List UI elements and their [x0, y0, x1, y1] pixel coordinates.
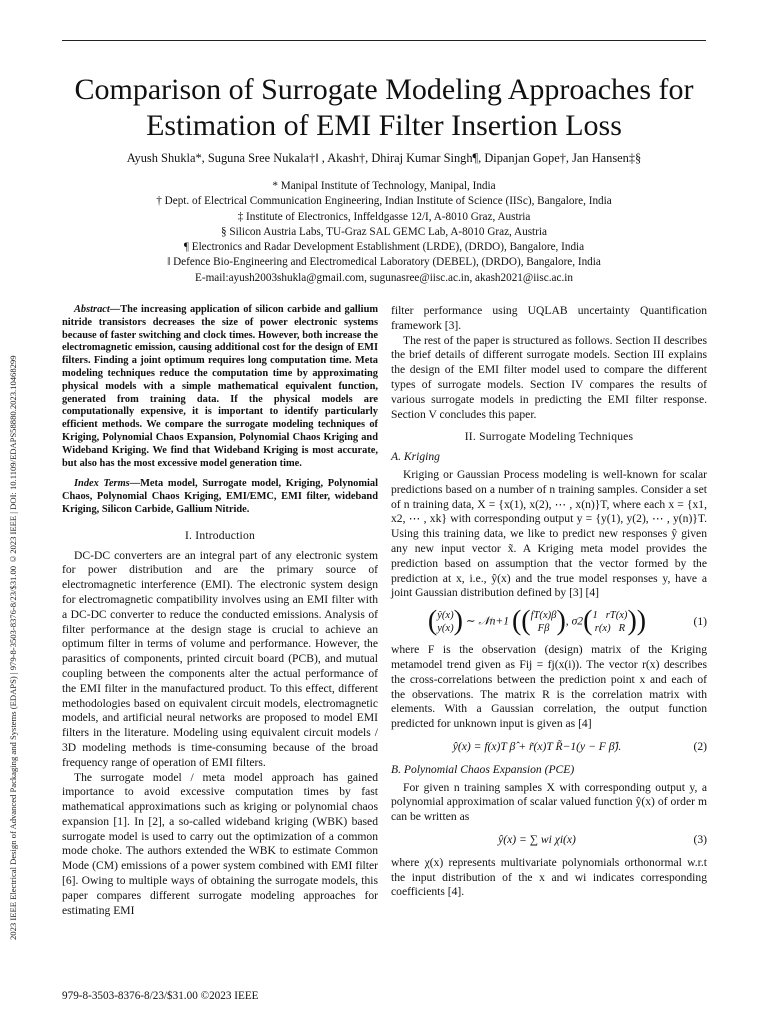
- abstract: [62, 304, 378, 470]
- eq1-distribution: ∼ 𝒩n+1: [465, 614, 510, 628]
- subsection-heading-pce: B. Polynomial Chaos Expansion (PCE): [391, 762, 575, 776]
- equation-3-body: ŷ(x) = ∑ wi χi(x): [498, 832, 576, 846]
- pce-paragraph-1: For given n training samples X with corresponding output y, a polynomial approximation of scalar valued function ŷ(x) of order m can be written as: [391, 780, 707, 824]
- eq1-cov-top-left: 1: [592, 610, 598, 622]
- equation-3-number: (3): [693, 832, 707, 846]
- pce-paragraph-2: where χ(x) represents multivariate polynomials orthonormal w.r.t the input distribution of the x and wi indicates corresponding coefficients [4].: [391, 855, 707, 899]
- copyright-footer: 979-8-3503-8376-8/23/$31.00 ©2023 IEEE: [62, 990, 259, 1002]
- eq1-cov-bottom-left: r(x): [594, 623, 611, 635]
- subsection-heading-kriging: A. Kriging: [391, 450, 440, 464]
- equation-2-number: (2): [693, 739, 707, 753]
- kriging-paragraph-1: Kriging or Gaussian Process modeling is well-known for scalar predictions based on a number of n training samples. Consider a set of n training data, X = {x(1), x(2), ⋯ , x(n)}T, where each x = {x1, x2, ⋯ , xk} with corresponding output y = {y(1), y(2), ⋯ , y(n)}T. Using this training data, we like to predict new responses ŷ given any new input vector x̃. A Kriging meta model provides the prediction based on assumption that the vector formed by the prediction at x, i.e., ŷ(x) and the true model responses y, have a joint Gaussian distribution defined by [3] [4]: [391, 467, 707, 600]
- structure-paragraph: The rest of the paper is structured as follows. Section II describes the brief details of different surrogate models. Section III explains the design of the EMI filter model used to compare the different types of surrogate models. Section IV compares the results of various surrogate models in predicting the EMI filter response. Section V concludes this paper.: [391, 333, 707, 421]
- affiliation-2: † Dept. of Electrical Communication Engineering, Indian Institute of Science (IISc), Bangalore, India: [156, 195, 612, 208]
- equation-1-number: (1): [693, 614, 707, 628]
- left-column: [62, 304, 378, 918]
- equation-1: [391, 605, 707, 637]
- affiliation-5: ¶ Electronics and Radar Development Establishment (LRDE), (DRDO), Bangalore, India: [183, 241, 585, 254]
- eq1-sigma: , σ2: [565, 614, 584, 628]
- affiliation-6: ‖ Defence Bio-Engineering and Electromedical Laboratory (DEBEL), (DRDO), Bangalore, India: [167, 256, 601, 269]
- author-list: Ayush Shukla*, Suguna Sree Nukala†‖ , Akash†, Dhiraj Kumar Singh¶, Dipanjan Gope†, Jan Hansen‡§: [126, 151, 642, 165]
- index-terms: [62, 478, 378, 516]
- equation-3: [391, 833, 707, 848]
- eq1-lhs-bottom: y(x): [437, 623, 454, 635]
- affiliations: [40, 179, 728, 286]
- right-paragraph-continued: filter performance using UQLAB uncertainty Quantification framework [3].: [391, 304, 707, 332]
- kriging-paragraph-2: where F is the observation (design) matrix of the Kriging metamodel trend given as Fij = fj(x(i)). The vector r(x) describes the cross-correlations between the prediction point x and each of the observations. The matrix R is the correlation matrix with elements. With a Gaussian correlation, the output function predicted for unknown input is given as [4]: [391, 643, 707, 731]
- abstract-label: Abstract: [74, 304, 110, 315]
- title-line-1: Comparison of Surrogate Modeling Approaches for: [74, 73, 694, 106]
- equation-2-body: ŷ(x) = f(x)T β̂ + r̃(x)T R̃−1(y − F β̂).: [452, 739, 622, 753]
- affiliation-3: ‡ Institute of Electronics, Inffeldgasse 12/I, A-8010 Graz, Austria: [237, 210, 531, 223]
- right-column: [391, 304, 707, 900]
- intro-paragraph-1: DC-DC converters are an integral part of any electronic system for power distribution and are the primary source of electromagnetic interference (EMI). The electronic system design for electromagnetic compatibility involves using an EMI filter with a DC-DC converter to reduce the conducted emissions. Analysis of filter performance at the design stage is crucial to achieve an optimum filter in terms of volume and performance. However, the parasitics of components, printed circuit board (PCB), and mutual coupling between the components alter the actual performance of the EMI filter in the manufactured product. To this effect, different methodologies based on equivalent circuit models, electromagnetic models, and artificial neural networks are proposed to model EMI filters in the literature. Modeling using equivalent circuit models / 3D modeling methods is time-consuming because of the broad frequency range of operation of EMI filters.: [62, 548, 378, 769]
- affiliation-1: * Manipal Institute of Technology, Manipal, India: [272, 180, 496, 192]
- email-line: E-mail:ayush2003shukla@gmail.com, sugunasree@iisc.ac.in, akash2021@iisc.ac.in: [195, 271, 573, 284]
- section-heading-introduction: I. Introduction: [185, 528, 255, 542]
- eq1-cov-bottom-right: R: [618, 623, 626, 635]
- intro-paragraph-2: The surrogate model / meta model approach has gained importance to avoid excessive computation times by fast mathematical approximations such as kriging or polynomial chaos expansion [1]. In [2], a so-called wideband kriging (WBK) based surrogate model is used to carry out the optimization of a common mode choke. The authors extended the WBK to estimate Common Mode (CM) emissions of a power system combined with EMI filter [6]. Owing to multiple ways of obtaining the surrogate models, this paper compares different surrogate modeling approaches for estimating EMI: [62, 770, 378, 917]
- eq1-mean-top: fT(x)β: [530, 610, 557, 622]
- equation-2: [391, 740, 707, 755]
- eq1-cov-top-right: rT(x): [605, 610, 628, 622]
- abstract-text: —The increasing application of silicon carbide and gallium nitride transistors decreases the size of power electronic systems because of faster switching and clock times. However, both increase the electromagnetic emission, causing additional cost for the design of EMI filters. Finding a joint optimum requires long computation time. Meta modeling techniques reduce the computation time by approximating physical models with a simple mathematical equivalent function, generated from training data. If the physical models are computationally expensive, it is important to identify particularly efficient methods. We compare the surrogate modeling techniques of Kriging, Polynomial Chaos Expansion, Polynomial Chaos Kriging and Wideband Kriging. We find that Wideband Kriging is most accurate, but also has the most excessive model generation time.: [62, 304, 378, 469]
- affiliation-4: § Silicon Austria Labs, TU-Graz SAL GEMC Lab, A-8010 Graz, Austria: [221, 225, 547, 238]
- eq1-lhs-top: ŷ(x): [437, 610, 454, 622]
- title-line-2: Estimation of EMI Filter Insertion Loss: [146, 109, 622, 142]
- index-terms-text: —Meta model, Surrogate model, Kriging, Polynomial Chaos, Polynomial Chaos Kriging, EMI/EMC, EMI filter, wideband Kriging, Silicon Carbide, Gallium Nitride.: [62, 478, 378, 515]
- index-terms-label: Index Terms: [74, 478, 130, 490]
- side-doi-note: 2023 IEEE Electrical Design of Advanced Packaging and Systems (EDAPS) | 979-8-3503-8376-8/23/$31.00 ©2023 IEEE | DOI: 10.1109/EDAPS58880.2023.10468299: [8, 355, 18, 940]
- top-rule: [62, 40, 706, 41]
- eq1-mean-bottom: Fβ: [537, 623, 550, 635]
- equation-1-body: (ŷ(x) y(x)) ∼ 𝒩n+1 ((fT(x)β Fβ ), σ2(1 rT(x) r(x) R)): [427, 605, 647, 637]
- section-heading-surrogate: II. Surrogate Modeling Techniques: [464, 430, 634, 444]
- paper-title: [40, 72, 728, 144]
